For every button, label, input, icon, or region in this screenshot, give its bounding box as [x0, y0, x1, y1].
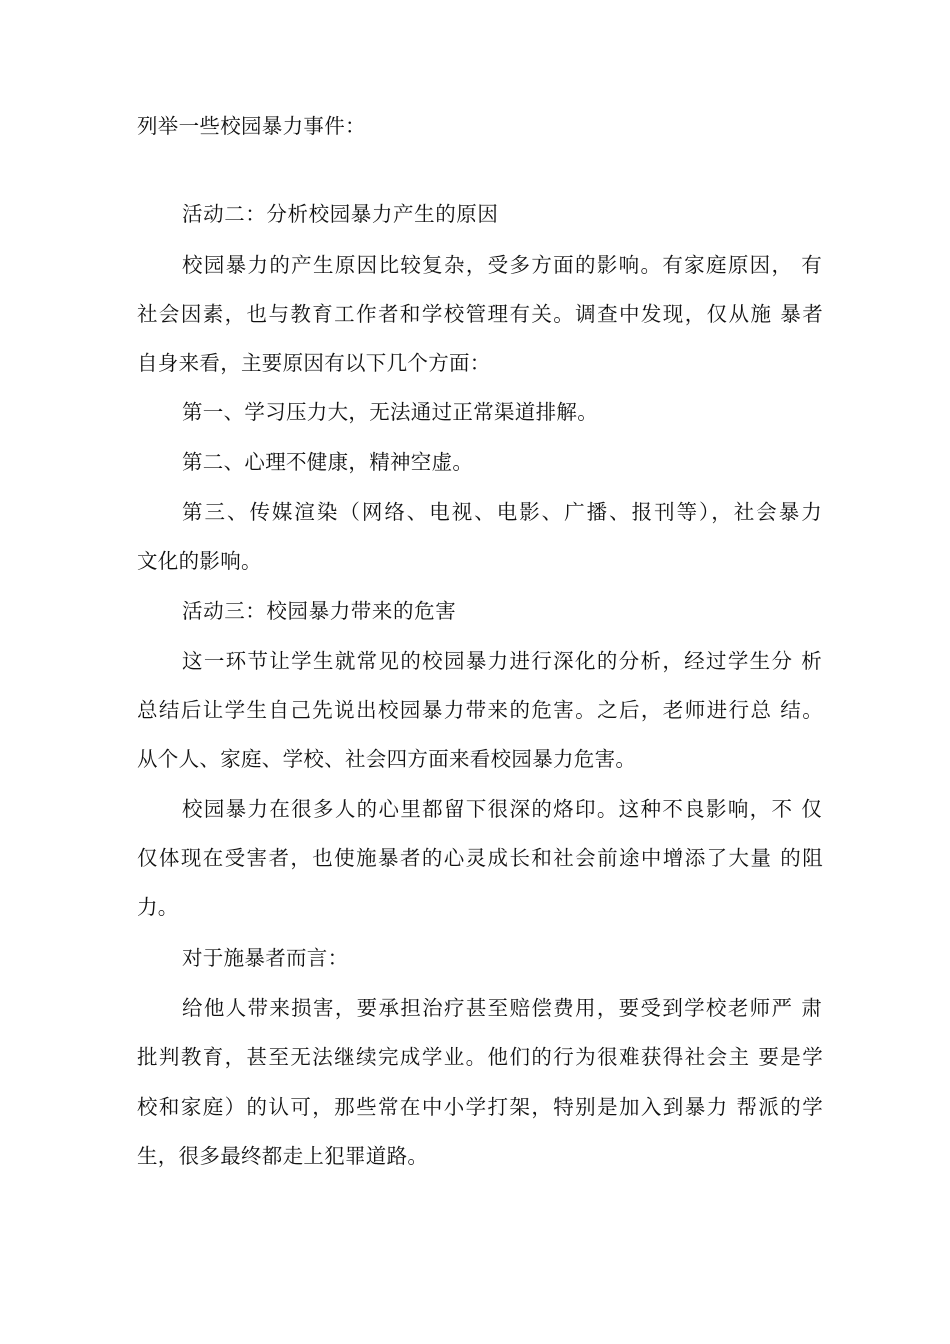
- activity3-heading: 活动三：校园暴力带来的危害: [182, 599, 457, 623]
- activity3-paragraph3-line: 生，很多最终都走上犯罪道路。: [137, 1144, 429, 1168]
- intro-line: 列举一些校园暴力事件：: [137, 114, 366, 138]
- reason-item: 第三、传媒渲染（网络、电视、电影、广播、报刊等），社会暴力: [182, 500, 822, 524]
- activity2-paragraph-line: 校园暴力的产生原因比较复杂，受多方面的影响。有家庭原因， 有: [182, 253, 822, 277]
- activity3-paragraph1-line: 从个人、家庭、学校、社会四方面来看校园暴力危害。: [137, 747, 637, 771]
- activity3-paragraph2-line: 力。: [137, 895, 179, 919]
- activity3-paragraph1-line: 总结后让学生自己先说出校园暴力带来的危害。之后，老师进行总 结。: [137, 698, 823, 722]
- activity3-paragraph3-line: 批判教育，甚至无法继续完成学业。他们的行为很难获得社会主 要是学: [137, 1045, 823, 1069]
- activity3-subheading: 对于施暴者而言：: [182, 946, 349, 970]
- activity3-paragraph3-line: 给他人带来损害，要承担治疗甚至赔偿费用，要受到学校老师严 肃: [182, 996, 822, 1020]
- activity3-paragraph2-line: 校园暴力在很多人的心里都留下很深的烙印。这种不良影响，不 仅: [182, 797, 822, 821]
- reason-item: 第一、学习压力大，无法通过正常渠道排解。: [182, 400, 598, 424]
- activity3-paragraph2-line: 仅体现在受害者，也使施暴者的心灵成长和社会前途中增添了大量 的阻: [137, 846, 823, 870]
- activity3-paragraph1-line: 这一环节让学生就常见的校园暴力进行深化的分析，经过学生分 析: [182, 649, 822, 673]
- activity3-paragraph3-line: 校和家庭）的认可，那些常在中小学打架，特别是加入到暴力 帮派的学: [137, 1095, 823, 1119]
- reason-item-continuation: 文化的影响。: [137, 549, 262, 573]
- activity2-heading: 活动二：分析校园暴力产生的原因: [182, 202, 499, 226]
- reason-item: 第二、心理不健康，精神空虚。: [182, 450, 474, 474]
- activity2-paragraph-line: 自身来看，主要原因有以下几个方面：: [137, 351, 491, 375]
- activity2-paragraph-line: 社会因素，也与教育工作者和学校管理有关。调查中发现，仅从施 暴者: [137, 302, 823, 326]
